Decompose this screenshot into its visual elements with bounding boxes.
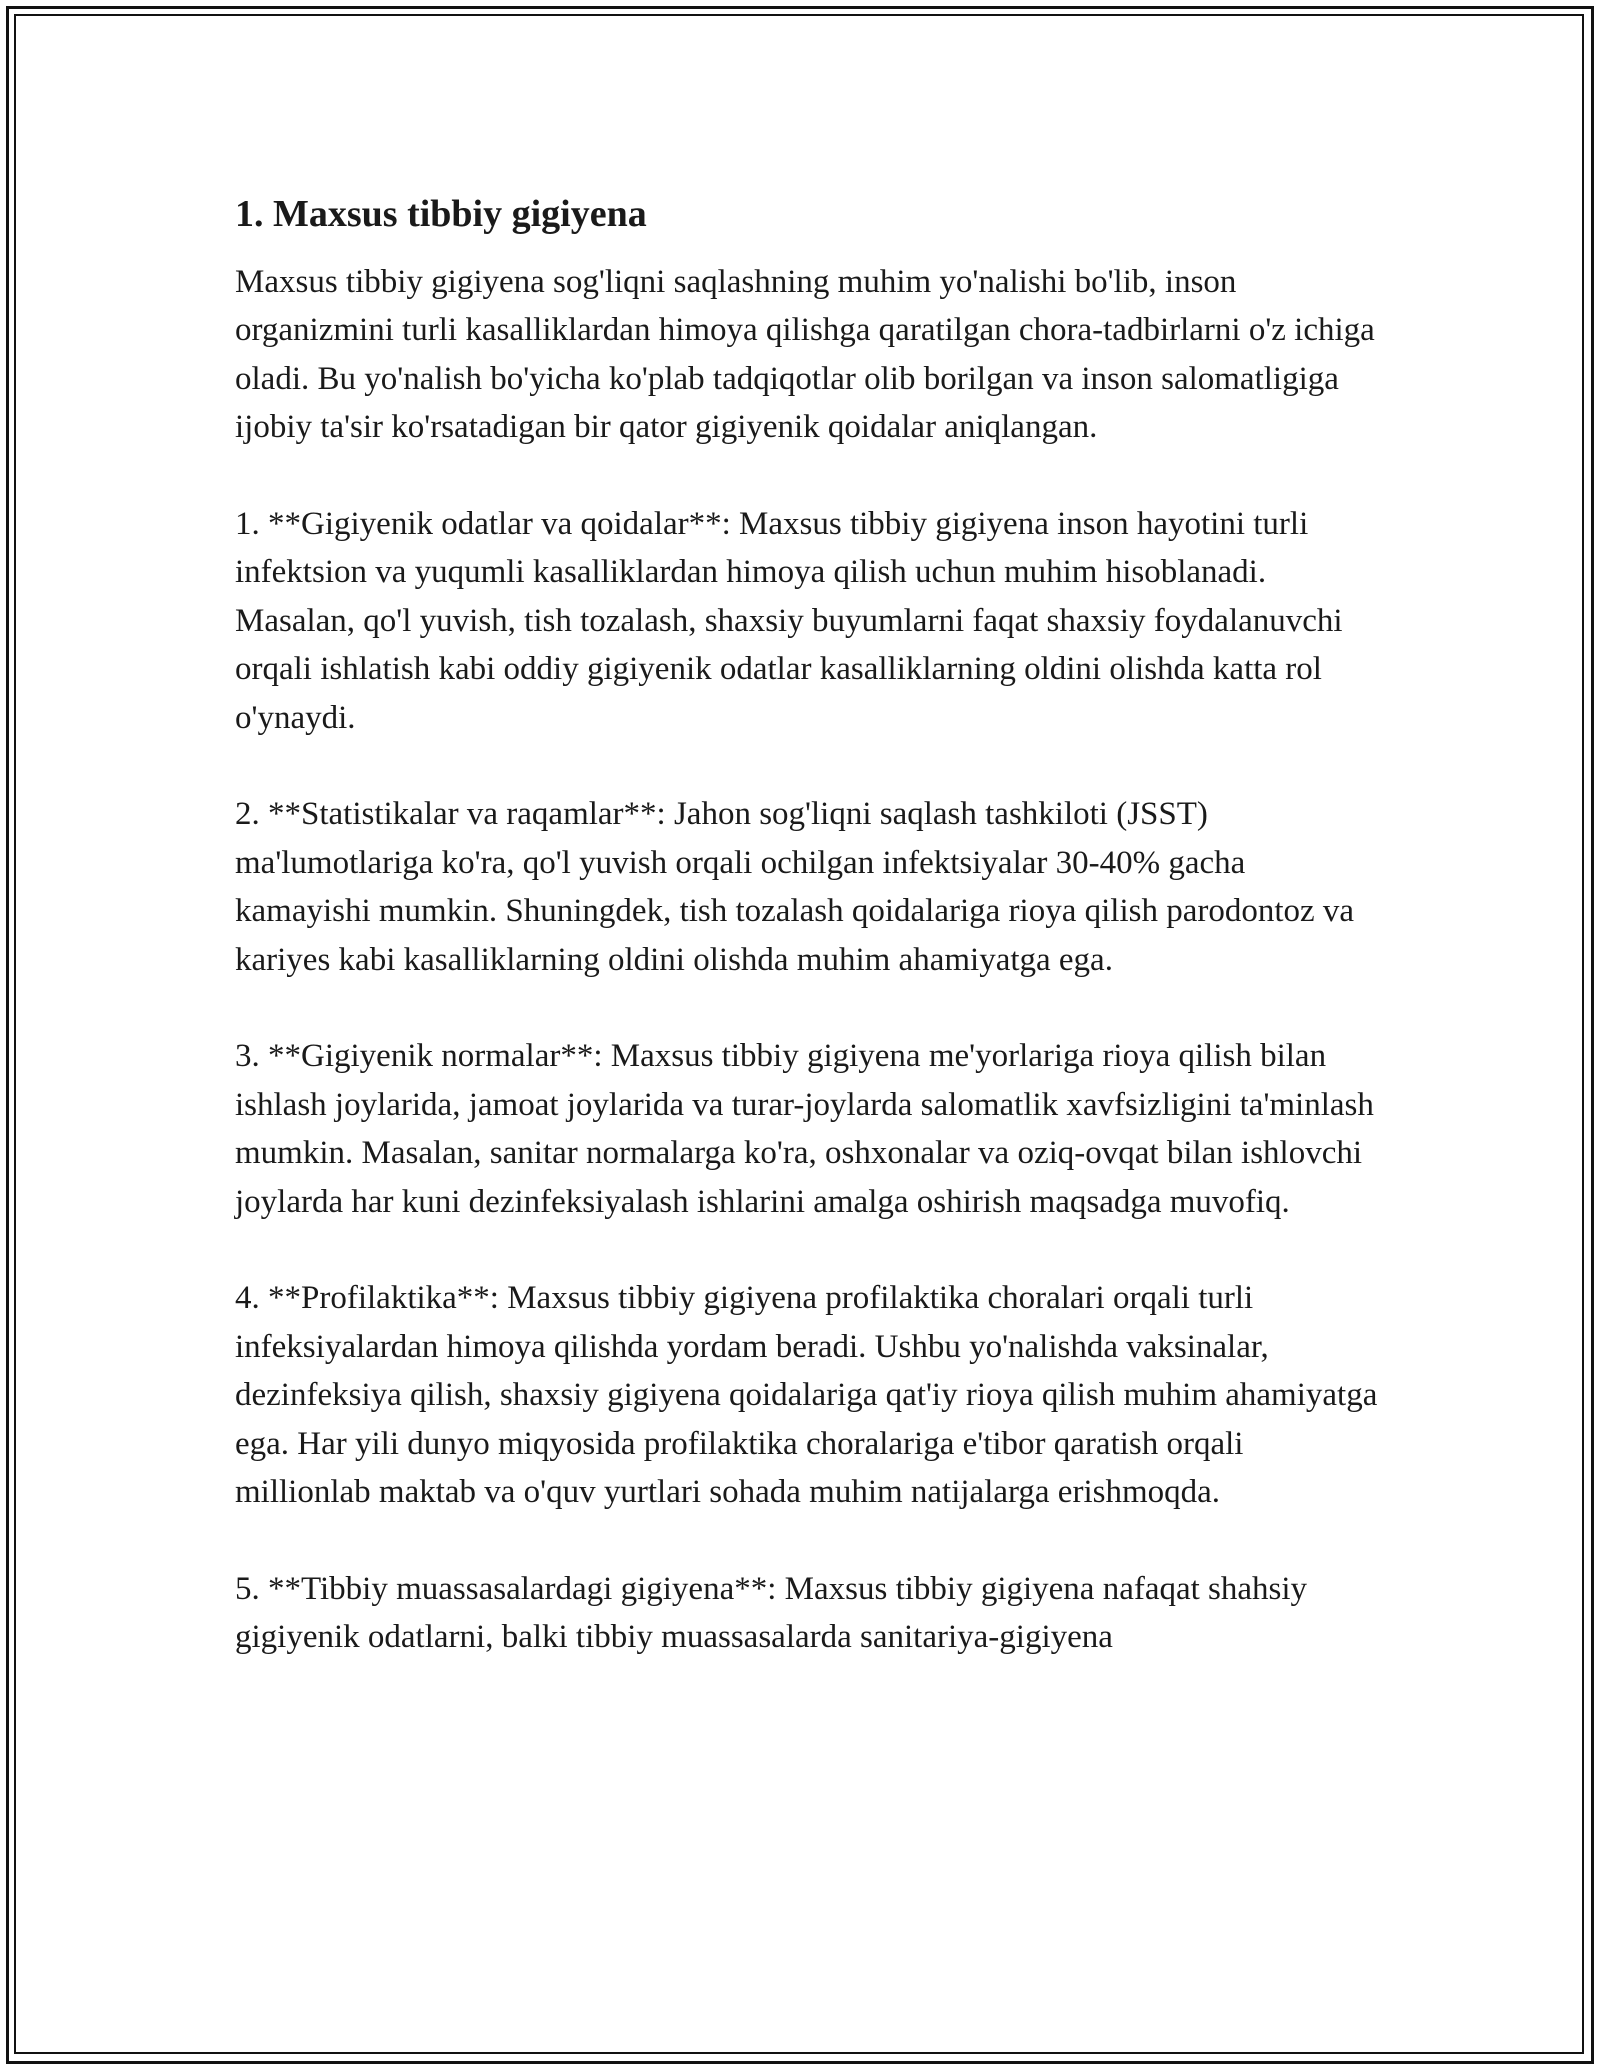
document-body [235,188,1385,1710]
section-heading: 1. Maxsus tibbiy gigiyena [235,193,647,235]
paragraph-medical-institutions: 5. **Tibbiy muassasalardagi gigiyena**: Maxsus tibbiy gigiyena nafaqat shahsiy gigiyenik odatlarni, balki tibbiy muassasalarda sanitariya-gigiyena [235,1570,1308,1656]
paragraph-hygiene-habits: 1. **Gigiyenik odatlar va qoidalar**: Maxsus tibbiy gigiyena inson hayotini turli infektsion va yuqumli kasalliklardan himoya qilish uchun muhim hisoblanadi. Masalan, qo'l yuvish, tish tozalash, shaxsiy buyumlarni faqat shaxsiy foydalanuvchi orqali ishlatish kabi oddiy gigiyenik odatlar kasalliklarning oldini olishda katta rol o'ynaydi. [235,506,1343,736]
paragraph-prophylaxis: 4. **Profilaktika**: Maxsus tibbiy gigiyena profilaktika choralari orqali turli infeksiyalardan himoya qilishda yordam beradi. Ushbu yo'nalishda vaksinalar, dezinfeksiya qilish, shaxsiy gigiyena qoidalariga qat'iy rioya qilish muhim ahamiyatga ega. Har yili dunyo miqyosida profilaktika choralariga e'tibor qaratish orqali millionlab maktab va o'quv yurtlari sohada muhim natijalarga erishmoqda. [235,1280,1378,1511]
paragraph-statistics: 2. **Statistikalar va raqamlar**: Jahon sog'liqni saqlash tashkiloti (JSST) ma'lumotlariga ko'ra, qo'l yuvish orqali ochilgan infektsiyalar 30-40% gacha kamayishi mumkin. Shuningdek, tish tozalash qoidalariga rioya qilish parodontoz va kariyes kabi kasalliklarning oldini olishda muhim ahamiyatga ega. [235,796,1355,978]
intro-paragraph: Maxsus tibbiy gigiyena sog'liqni saqlashning muhim yo'nalishi bo'lib, inson organizmini turli kasalliklardan himoya qilishga qaratilgan chora-tadbirlarni o'z ichiga oladi. Bu yo'nalish bo'yicha ko'plab tadqiqotlar olib borilgan va inson salomatligiga ijobiy ta'sir ko'rsatadigan bir qator gigiyenik qoidalar aniqlangan. [235,264,1375,446]
paragraph-hygiene-norms: 3. **Gigiyenik normalar**: Maxsus tibbiy gigiyena me'yorlariga rioya qilish bilan ishlash joylarida, jamoat joylarida va turar-joylarda salomatlik xavfsizligini ta'minlash mumkin. Masalan, sanitar normalarga ko'ra, oshxonalar va oziq-ovqat bilan ishlovchi joylarda har kuni dezinfeksiyalash ishlarini amalga oshirish maqsadga muvofiq. [235,1038,1374,1220]
